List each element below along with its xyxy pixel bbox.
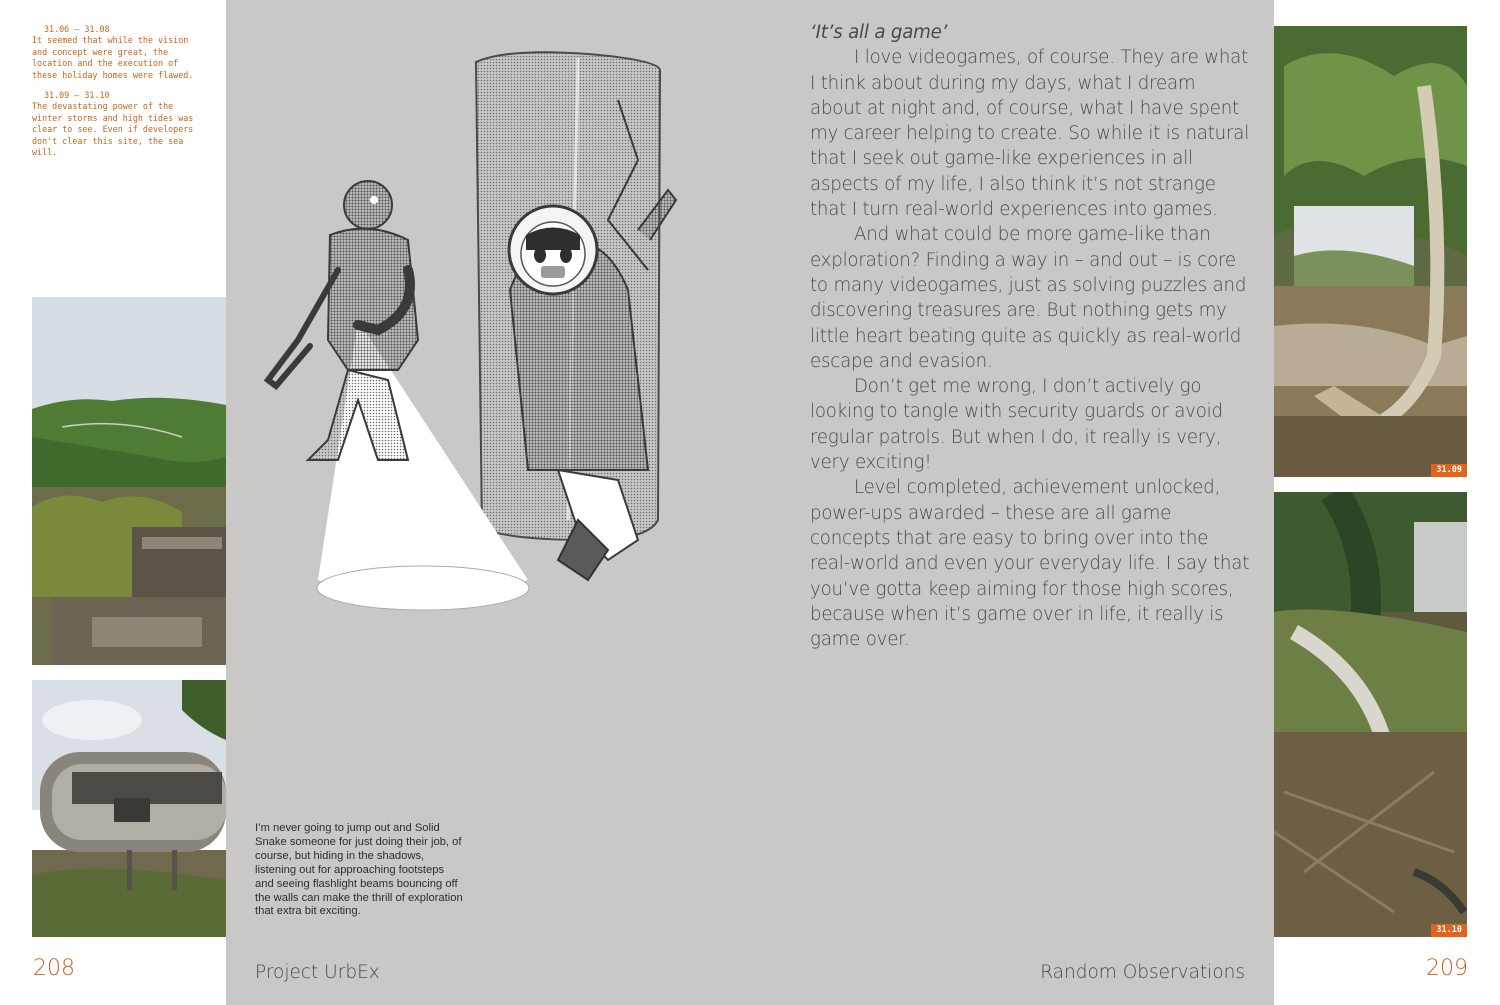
essay-paragraph: Don’t get me wrong, I don’t actively go looking to tangle with security guards or avoid regular patrols. But when I do, it really is very, very exciting! [810, 376, 1223, 474]
essay-column [810, 20, 1250, 652]
caption-date: 31.09 – 31.10 [44, 90, 110, 101]
running-title-left: Project UrbEx [255, 962, 380, 983]
margin-captions [32, 24, 200, 167]
guard-figure [268, 181, 418, 460]
running-title-right: Random Observations [1040, 962, 1245, 983]
page-number-left: 208 [33, 956, 75, 981]
page-number-right: 209 [1426, 956, 1468, 981]
caption-date: 31.06 – 31.08 [44, 24, 110, 34]
illustration-caption: I’m never going to jump out and Solid Snake someone for just doing their job, of course, but hiding in the shadows, listening out for approaching footsteps and seeing flashlight beams bouncing off the walls can make the thrill of exploration that extra bit exciting. [255, 822, 463, 918]
caption-text: It seemed that while the vision and concept were great, the location and the execution of these holiday homes were flawed. [32, 35, 194, 80]
photo-date-tag: 31.09 [1431, 464, 1467, 477]
photo-slide-ruins [1274, 26, 1467, 477]
essay-paragraph: I love videogames, of course. They are what I think about during my days, what I dream about at night and, of course, what I have spent my career helping to create. So while it is natural that I seek out game-like experiences in all aspects of my life, I also think it’s not strange that I turn real-world experiences into games. [810, 47, 1250, 221]
essay-paragraph: Level completed, achievement unlocked, power-ups awarded – these are all game concepts that are easy to bring over into the real-world and even your everyday life. I say that you’ve gotta keep aiming for those high scores, because when it’s game over in life, it really is game over. [810, 477, 1250, 651]
caption-block-1 [32, 24, 200, 81]
photo-overgrown-slide [1274, 492, 1467, 937]
essay-paragraph: And what could be more game-like than exploration? Finding a way in – and out – is core to many videogames, just as solving puzzles and discovering treasures are. But nothing gets my little heart beating quite as quickly as real-world escape and evasion. [810, 224, 1247, 372]
photo-jungle-house [32, 297, 226, 665]
caption-text: The devastating power of the winter storms and high tides was clear to see. Even if developers don't clear this site, the sea will. [32, 101, 194, 158]
essay-heading: ‘It’s all a game’ [810, 22, 948, 43]
photo-pod-house [32, 680, 226, 937]
photo-date-tag: 31.10 [1431, 924, 1467, 937]
manga-illustration [258, 40, 688, 620]
caption-block-2 [32, 90, 200, 158]
